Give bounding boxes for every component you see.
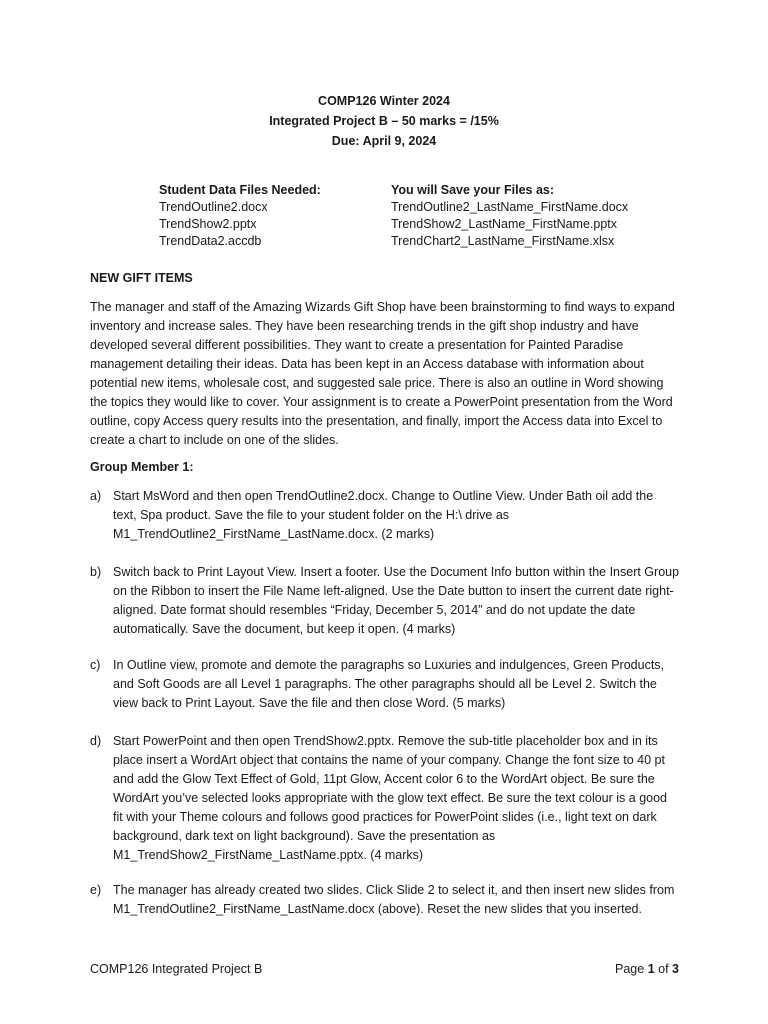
task-marker: d) <box>90 734 102 748</box>
files-needed-item: TrendOutline2.docx <box>159 200 268 214</box>
task-item-c <box>90 656 680 713</box>
course-title: COMP126 Winter 2024 <box>318 94 450 108</box>
task-marker: a) <box>90 489 102 503</box>
files-needed-item: TrendShow2.pptx <box>159 217 257 231</box>
project-title: Integrated Project B – 50 marks = /15% <box>269 114 499 128</box>
task-marker: b) <box>90 565 102 579</box>
footer-page-total: 3 <box>672 962 679 976</box>
files-save-column <box>391 182 628 250</box>
task-item-d <box>90 732 680 865</box>
files-save-item: TrendOutline2_LastName_FirstName.docx <box>391 200 629 214</box>
task-item-b <box>90 563 680 639</box>
task-text: Start PowerPoint and then open TrendShow2.pptx. Remove the sub-title placeholder box and in its place insert a WordArt object that contains the name of your company. Change the font size to 40 pt and add the Glow Text Effect of Gold, 11pt Glow, Accent color 6 to the WordArt object. Be sure the WordArt you’ve selected looks appropriate with the glow text effect. Be sure the text colour is a good fit with your Theme colours and follows good practices for PowerPoint slides (i.e., light text on dark background, dark text on light background). Save the presentation as M1_TrendShow2_FirstName_LastName.pptx. (4 marks) <box>113 734 668 862</box>
task-item-a <box>90 487 680 544</box>
files-needed-header: Student Data Files Needed: <box>159 183 321 197</box>
files-needed-item: TrendData2.accdb <box>159 234 262 248</box>
due-date: Due: April 9, 2024 <box>331 134 437 148</box>
files-save-item: TrendChart2_LastName_FirstName.xlsx <box>391 234 615 248</box>
task-marker: c) <box>90 658 101 672</box>
files-save-item: TrendShow2_LastName_FirstName.pptx <box>391 217 618 231</box>
task-text: In Outline view, promote and demote the paragraphs so Luxuries and indulgences, Green Products, and Soft Goods are all Level 1 paragraphs. The other paragraphs should all be Level 2. Switch the view back to Print Layout. Save the file and then close Word. (5 marks) <box>113 658 665 710</box>
intro-paragraph: The manager and staff of the Amazing Wizards Gift Shop have been brainstorming to find ways to expand inventory and increase sales. They have been researching trends in the gift shop industry and have developed several different possibilities. They want to create a presentation for Painted Paradise management detailing their ideas. Data has been kept in an Access database with information about potential new items, wholesale cost, and suggested sale price. There is also an outline in Word showing the topics they would like to cover. Your assignment is to create a PowerPoint presentation from the Word outline, copy Access query results into the presentation, and finally, import the Access data into Excel to create a chart to include on one of the slides. <box>90 300 675 447</box>
footer-page-current: 1 <box>647 962 655 976</box>
footer-document-title: COMP126 Integrated Project B <box>90 962 263 976</box>
files-needed-column <box>159 182 321 250</box>
section-title: NEW GIFT ITEMS <box>90 271 193 285</box>
task-marker: e) <box>90 883 102 897</box>
task-text: The manager has already created two slides. Click Slide 2 to select it, and then insert new slides from M1_TrendOutline2_FirstName_LastName.docx (above). Reset the new slides that you inserted. <box>113 883 675 916</box>
footer-page-word: Page <box>615 962 645 976</box>
task-text: Start MsWord and then open TrendOutline2.docx. Change to Outline View. Under Bath oil add the text, Spa product. Save the file to your student folder on the H:\ drive as M1_TrendOutline2_FirstName_LastName.docx. (2 marks) <box>113 489 654 541</box>
task-text: Switch back to Print Layout View. Insert a footer. Use the Document Info button within the Insert Group on the Ribbon to insert the File Name left-aligned. Use the Date button to insert the current date right-aligned. Date format should resembles “Friday, December 5, 2014” and do not update the date automatically. Save the document, but keep it open. (4 marks) <box>113 565 680 636</box>
group-heading: Group Member 1: <box>90 460 194 474</box>
files-save-header: You will Save your Files as: <box>391 183 555 197</box>
footer-page-number <box>615 960 679 978</box>
task-item-e <box>90 881 680 919</box>
footer-of-word: of <box>658 962 669 976</box>
